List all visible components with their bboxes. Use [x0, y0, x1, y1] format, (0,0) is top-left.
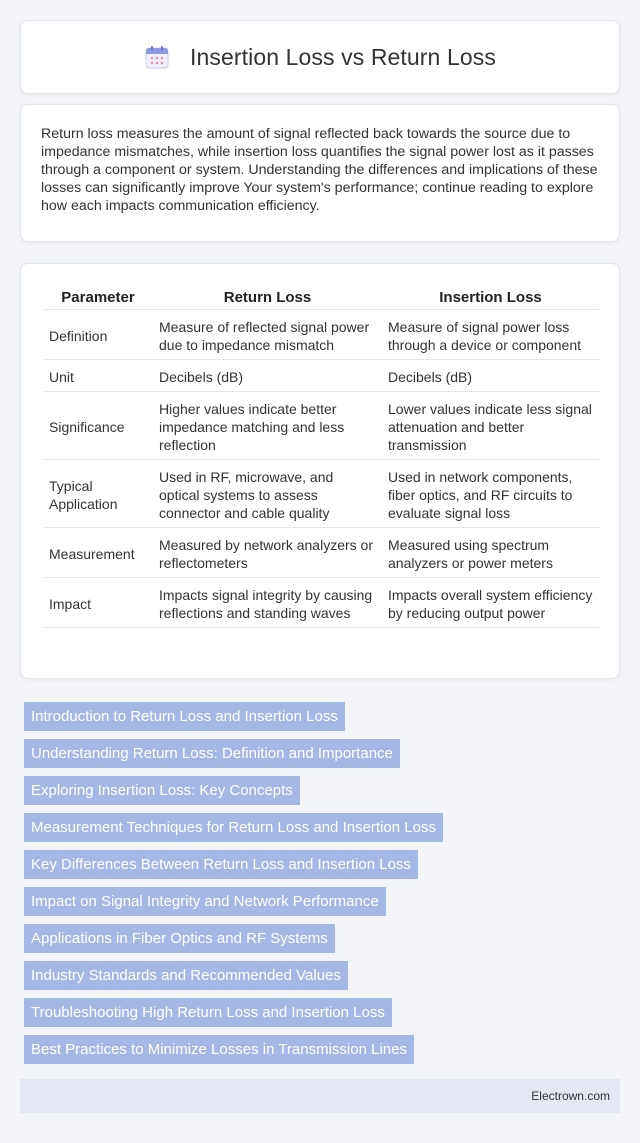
parameter-cell: Unit [43, 360, 153, 392]
return-loss-cell: Used in RF, microwave, and optical systems to assess connector and cable quality [153, 460, 382, 528]
insertion-loss-cell: Lower values indicate less signal attenuation and better transmission [382, 392, 599, 460]
insertion-loss-cell: Measure of signal power loss through a device or component [382, 310, 599, 360]
topic-link-introduction[interactable]: Introduction to Return Loss and Insertion Loss [24, 702, 345, 731]
parameter-cell: Typical Application [43, 460, 153, 528]
footer-brand: Electrown.com [531, 1089, 610, 1103]
topic-link-key-differences[interactable]: Key Differences Between Return Loss and Insertion Loss [24, 850, 418, 879]
table-header-row [43, 284, 599, 310]
parameter-cell: Significance [43, 392, 153, 460]
page-title: Insertion Loss vs Return Loss [190, 43, 496, 70]
footer [20, 1079, 620, 1113]
parameter-cell: Definition [43, 310, 153, 360]
parameter-cell: Impact [43, 578, 153, 628]
table-row [43, 392, 599, 460]
insertion-loss-cell: Impacts overall system efficiency by reducing output power [382, 578, 599, 628]
intro-paragraph: Return loss measures the amount of signal reflected back towards the source due to impedance mismatches, while insertion loss quantifies the signal power lost as it passes through a component or system. Understanding the differences and implications of these losses can significantly improve Your system's performance; continue reading to explore how each impacts communication efficiency. [41, 126, 598, 214]
header-card [20, 20, 620, 94]
topic-link-applications[interactable]: Applications in Fiber Optics and RF Systems [24, 924, 335, 953]
table-row [43, 528, 599, 578]
insertion-loss-cell: Decibels (dB) [382, 360, 599, 392]
topic-link-troubleshooting[interactable]: Troubleshooting High Return Loss and Insertion Loss [24, 998, 392, 1027]
calendar-icon [144, 44, 170, 70]
column-header-return-loss: Return Loss [153, 284, 382, 310]
topic-link-understanding-return-loss[interactable]: Understanding Return Loss: Definition and Importance [24, 739, 400, 768]
comparison-table [43, 284, 599, 628]
parameter-cell: Measurement [43, 528, 153, 578]
table-row [43, 310, 599, 360]
header [144, 44, 496, 71]
topic-link-measurement-techniques[interactable]: Measurement Techniques for Return Loss and Insertion Loss [24, 813, 443, 842]
topic-link-exploring-insertion-loss[interactable]: Exploring Insertion Loss: Key Concepts [24, 776, 300, 805]
return-loss-cell: Impacts signal integrity by causing reflections and standing waves [153, 578, 382, 628]
column-header-insertion-loss: Insertion Loss [382, 284, 599, 310]
table-row [43, 360, 599, 392]
return-loss-cell: Decibels (dB) [153, 360, 382, 392]
intro-card [20, 104, 620, 242]
comparison-table-card [20, 263, 620, 679]
topic-link-industry-standards[interactable]: Industry Standards and Recommended Values [24, 961, 348, 990]
return-loss-cell: Measured by network analyzers or reflectometers [153, 528, 382, 578]
column-header-parameter: Parameter [43, 284, 153, 310]
table-row [43, 460, 599, 528]
insertion-loss-cell: Used in network components, fiber optics, and RF circuits to evaluate signal loss [382, 460, 599, 528]
topic-links-list [24, 702, 624, 1072]
topic-link-best-practices[interactable]: Best Practices to Minimize Losses in Transmission Lines [24, 1035, 414, 1064]
return-loss-cell: Higher values indicate better impedance matching and less reflection [153, 392, 382, 460]
return-loss-cell: Measure of reflected signal power due to impedance mismatch [153, 310, 382, 360]
insertion-loss-cell: Measured using spectrum analyzers or power meters [382, 528, 599, 578]
table-row [43, 578, 599, 628]
topic-link-signal-integrity[interactable]: Impact on Signal Integrity and Network Performance [24, 887, 386, 916]
